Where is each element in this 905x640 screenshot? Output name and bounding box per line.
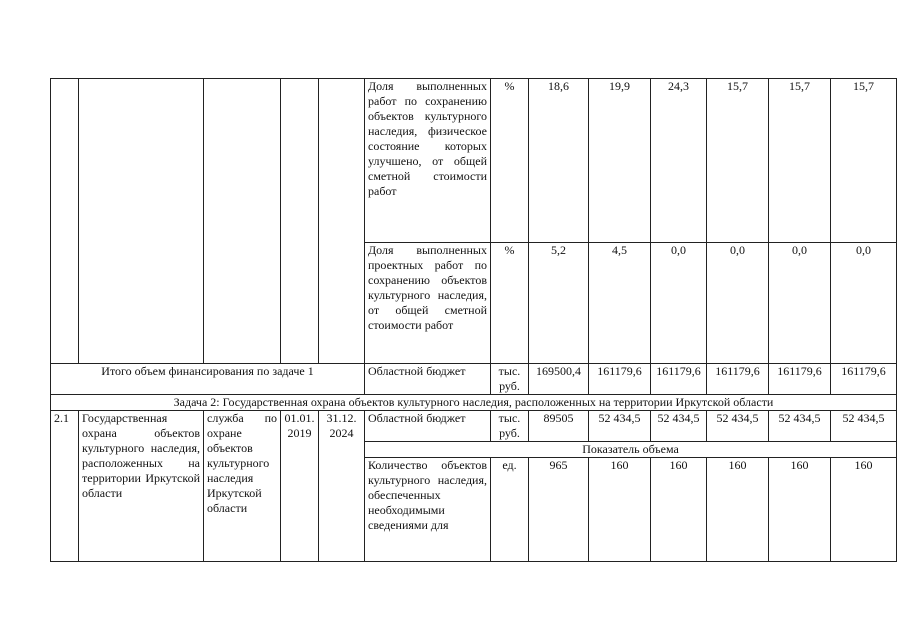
blank-cell [204, 79, 281, 364]
unit-cell: тыс. руб. [491, 411, 529, 442]
start-date: 01.01.2019 [281, 411, 319, 562]
value-cell: 160 [589, 458, 651, 562]
end-date: 31.12. 2024 [319, 411, 365, 562]
value-cell: 0,0 [651, 243, 707, 364]
blank-cell [281, 79, 319, 364]
value-cell: 15,7 [831, 79, 897, 243]
value-cell: 24,3 [651, 79, 707, 243]
value-cell: 52 434,5 [831, 411, 897, 442]
value-cell: 161179,6 [769, 364, 831, 395]
value-cell: 89505 [529, 411, 589, 442]
table-row [51, 411, 897, 442]
activity-name: Государственная охрана объектов культурного наследия, расположенных на территории Иркутской области [79, 411, 204, 562]
blank-cell [51, 79, 79, 364]
task2-header: Задача 2: Государственная охрана объектов культурного наследия, расположенных на территории Иркутской области [51, 395, 897, 411]
executor: служба по охране объектов культурного наследия Иркутской области [204, 411, 281, 562]
indicator-name: Доля выполненных проектных работ по сохранению объектов культурного наследия, от общей сметной стоимости работ [365, 243, 491, 364]
value-cell: 161179,6 [589, 364, 651, 395]
indicator-unit: ед. [491, 458, 529, 562]
value-cell: 160 [831, 458, 897, 562]
funding-source: Областной бюджет [365, 411, 491, 442]
value-cell: 52 434,5 [769, 411, 831, 442]
value-cell: 160 [707, 458, 769, 562]
value-cell: 18,6 [529, 79, 589, 243]
value-cell: 4,5 [589, 243, 651, 364]
value-cell: 0,0 [831, 243, 897, 364]
indicator-name: Количество объектов культурного наследия, обеспеченных необходимыми сведениями для [365, 458, 491, 562]
indicator-unit: % [491, 243, 529, 364]
volume-header: Показатель объема [365, 442, 897, 458]
row-number: 2.1 [51, 411, 79, 562]
value-cell: 5,2 [529, 243, 589, 364]
table-row [51, 79, 897, 243]
value-cell: 52 434,5 [589, 411, 651, 442]
value-cell: 15,7 [769, 79, 831, 243]
funding-source: Областной бюджет [365, 364, 491, 395]
value-cell: 160 [769, 458, 831, 562]
blank-cell [319, 79, 365, 364]
blank-cell [79, 79, 204, 364]
indicator-unit: % [491, 79, 529, 243]
value-cell: 0,0 [707, 243, 769, 364]
value-cell: 169500,4 [529, 364, 589, 395]
total-label: Итого объем финансирования по задаче 1 [51, 364, 365, 395]
value-cell: 161179,6 [831, 364, 897, 395]
value-cell: 52 434,5 [651, 411, 707, 442]
task-header-row [51, 395, 897, 411]
program-table [50, 78, 897, 562]
value-cell: 15,7 [707, 79, 769, 243]
value-cell: 52 434,5 [707, 411, 769, 442]
table-row-total [51, 364, 897, 395]
unit-cell: тыс. руб. [491, 364, 529, 395]
indicator-name: Доля выполненных работ по сохранению объектов культурного наследия, физическое состояние которых улучшено, от общей сметной стоимости работ [365, 79, 491, 243]
value-cell: 160 [651, 458, 707, 562]
value-cell: 19,9 [589, 79, 651, 243]
value-cell: 965 [529, 458, 589, 562]
value-cell: 161179,6 [651, 364, 707, 395]
value-cell: 161179,6 [707, 364, 769, 395]
value-cell: 0,0 [769, 243, 831, 364]
